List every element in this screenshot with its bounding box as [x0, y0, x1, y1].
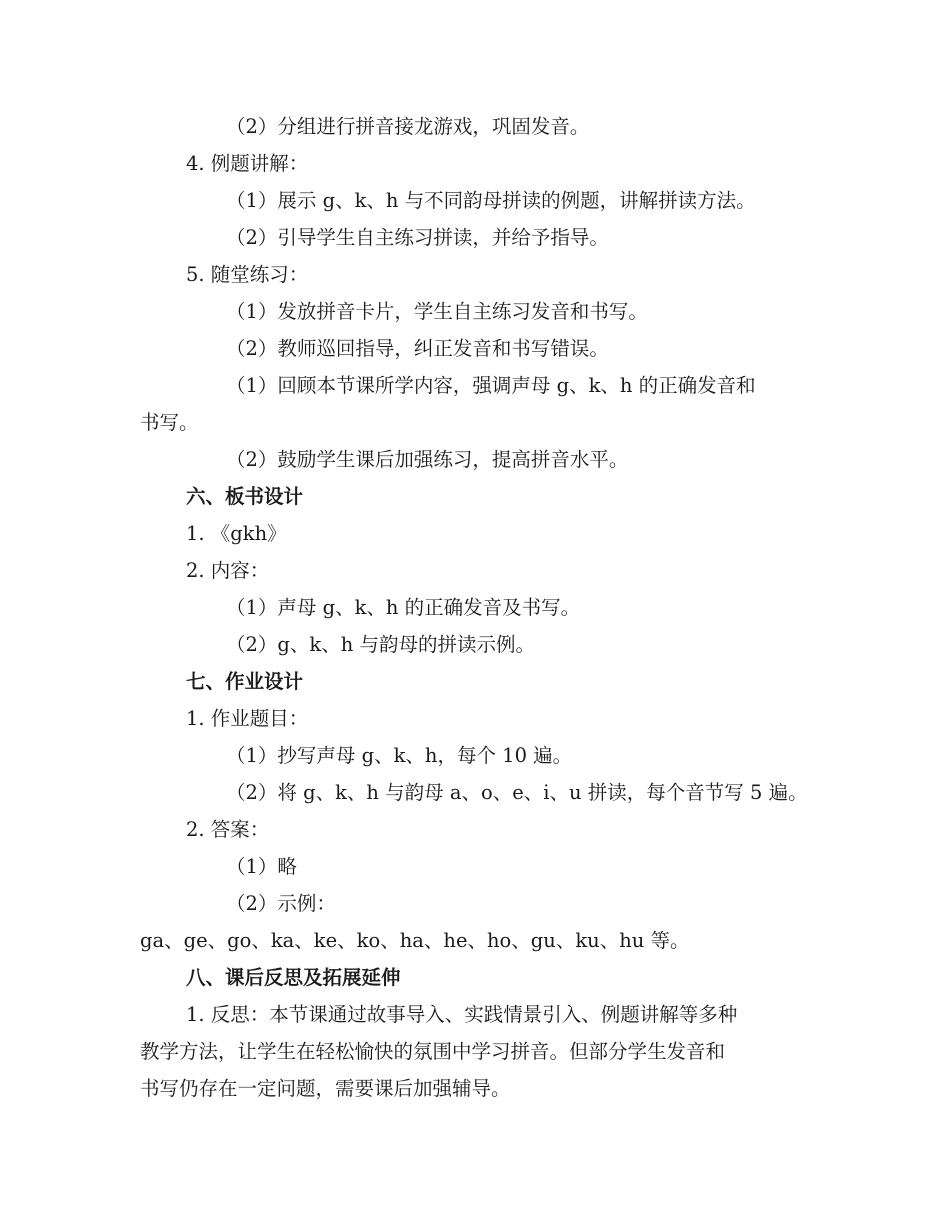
text-line: （1）略 — [226, 855, 297, 878]
text-line: ga、ge、go、ka、ke、ko、ha、he、ho、gu、ku、hu 等。 — [140, 929, 690, 952]
text-line: （1）展示 g、k、h 与不同韵母拼读的例题，讲解拼读方法。 — [226, 189, 756, 212]
list-item: 2. 内容： — [186, 559, 270, 582]
text-line: （2）引导学生自主练习拼读，并给予指导。 — [226, 226, 609, 249]
section-heading: 六、板书设计 — [186, 485, 304, 508]
list-item: 1. 作业题目： — [186, 707, 309, 730]
text-line: 教学方法，让学生在轻松愉快的氛围中学习拼音。但部分学生发音和 — [140, 1040, 726, 1063]
text-line: （2）g、k、h 与韵母的拼读示例。 — [226, 633, 535, 656]
section-heading: 八、课后反思及拓展延伸 — [186, 966, 401, 989]
text-line: （1）回顾本节课所学内容，强调声母 g、k、h 的正确发音和 — [226, 374, 756, 397]
section-heading: 七、作业设计 — [186, 670, 304, 693]
text-line: 书写仍存在一定问题，需要课后加强辅导。 — [140, 1077, 511, 1100]
text-line: （1）声母 g、k、h 的正确发音及书写。 — [226, 596, 581, 619]
text-line: （1）发放拼音卡片，学生自主练习发音和书写。 — [226, 300, 648, 323]
text-line: （2）示例： — [226, 892, 336, 915]
list-item: 1. 《gkh》 — [186, 522, 287, 545]
text-line: （2）教师巡回指导，纠正发音和书写错误。 — [226, 337, 609, 360]
text-line: 书写。 — [140, 411, 199, 434]
list-item: 2. 答案： — [186, 818, 270, 841]
list-item: 5. 随堂练习： — [186, 263, 309, 286]
text-line: （2）分组进行拼音接龙游戏，巩固发音。 — [226, 115, 590, 138]
text-line: （1）抄写声母 g、k、h，每个 10 遍。 — [226, 744, 573, 767]
text-line: （2）鼓励学生课后加强练习，提高拼音水平。 — [226, 448, 629, 471]
list-item: 1. 反思：本节课通过故事导入、实践情景引入、例题讲解等多种 — [186, 1003, 738, 1026]
list-item: 4. 例题讲解： — [186, 152, 309, 175]
text-line: （2）将 g、k、h 与韵母 a、o、e、i、u 拼读，每个音节写 5 遍。 — [226, 781, 808, 804]
